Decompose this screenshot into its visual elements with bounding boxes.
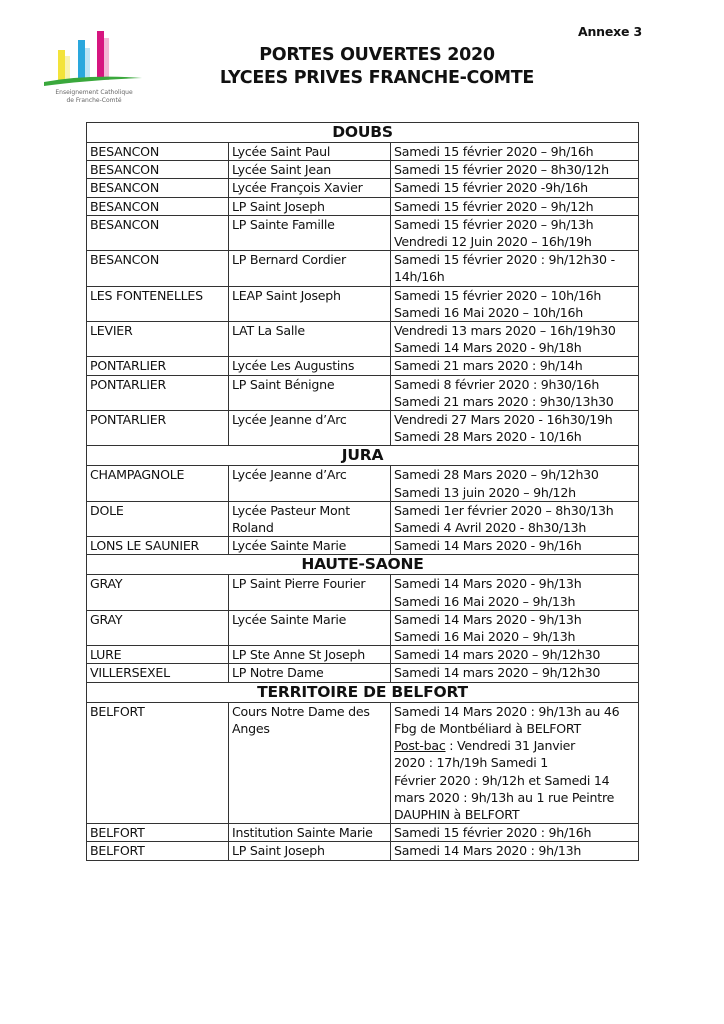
city-cell: BELFORT — [87, 702, 229, 823]
city-cell: PONTARLIER — [87, 357, 229, 375]
school-cell: LEAP Saint Joseph — [229, 286, 391, 321]
school-cell: Lycée Saint Jean — [229, 161, 391, 179]
city-cell: LONS LE SAUNIER — [87, 537, 229, 555]
school-cell: LP Saint Joseph — [229, 842, 391, 860]
open-days-table — [86, 122, 639, 861]
title-line-1: PORTES OUVERTES 2020 — [259, 45, 495, 65]
table-row — [87, 375, 639, 410]
dates-text: Samedi 14 Mars 2020 : 9h/13h au 46 Fbg de Montbéliard à BELFORT — [394, 703, 620, 736]
school-cell: Lycée Saint Paul — [229, 143, 391, 161]
department-name: HAUTE-SAONE — [87, 555, 639, 575]
city-cell: LURE — [87, 646, 229, 664]
table-row — [87, 161, 639, 179]
city-cell: DOLE — [87, 501, 229, 536]
city-cell: BELFORT — [87, 842, 229, 860]
city-cell: VILLERSEXEL — [87, 664, 229, 682]
dates-cell: Samedi 15 février 2020 – 9h/12h — [391, 197, 639, 215]
dates-cell: Samedi 14 Mars 2020 - 9h/13h Samedi 16 Mai 2020 – 9h/13h — [391, 610, 639, 645]
table-row — [87, 842, 639, 860]
school-cell: LP Saint Joseph — [229, 197, 391, 215]
dates-cell: Vendredi 13 mars 2020 – 16h/19h30 Samedi 14 Mars 2020 - 9h/18h — [391, 322, 639, 357]
table-row — [87, 357, 639, 375]
department-header-row — [87, 446, 639, 466]
dates-cell: Samedi 1er février 2020 – 8h30/13h Samedi 4 Avril 2020 - 8h30/13h — [391, 501, 639, 536]
table-row — [87, 610, 639, 645]
dates-cell: Samedi 15 février 2020 – 8h30/12h — [391, 161, 639, 179]
table-row — [87, 411, 639, 446]
school-cell: Lycée Jeanne d’Arc — [229, 466, 391, 501]
school-cell: Lycée Jeanne d’Arc — [229, 411, 391, 446]
school-cell: LP Sainte Famille — [229, 215, 391, 250]
department-header-row — [87, 682, 639, 702]
table-row — [87, 286, 639, 321]
title-line-2: LYCEES PRIVES FRANCHE-COMTE — [219, 68, 535, 88]
school-cell: LP Saint Bénigne — [229, 375, 391, 410]
department-header-row — [87, 123, 639, 143]
table-row — [87, 702, 639, 823]
city-cell: PONTARLIER — [87, 375, 229, 410]
city-cell: BESANCON — [87, 215, 229, 250]
annexe-label: Annexe 3 — [578, 24, 642, 39]
department-name: TERRITOIRE DE BELFORT — [87, 682, 639, 702]
dates-cell: Samedi 8 février 2020 : 9h30/16h Samedi 21 mars 2020 : 9h30/13h30 — [391, 375, 639, 410]
table-row — [87, 466, 639, 501]
city-cell: GRAY — [87, 610, 229, 645]
dates-cell: Samedi 28 Mars 2020 – 9h/12h30 Samedi 13 juin 2020 – 9h/12h — [391, 466, 639, 501]
table-row — [87, 501, 639, 536]
city-cell: PONTARLIER — [87, 411, 229, 446]
table-row — [87, 251, 639, 286]
table-row — [87, 179, 639, 197]
school-cell: LP Saint Pierre Fourier — [229, 575, 391, 610]
table-row — [87, 646, 639, 664]
table-row — [87, 215, 639, 250]
dates-cell — [391, 702, 639, 823]
table-row — [87, 824, 639, 842]
table-row — [87, 537, 639, 555]
dates-cell: Vendredi 27 Mars 2020 - 16h30/19h Samedi 28 Mars 2020 - 10/16h — [391, 411, 639, 446]
city-cell: BESANCON — [87, 179, 229, 197]
dates-cell: Samedi 21 mars 2020 : 9h/14h — [391, 357, 639, 375]
logo-text-1: Enseignement Catholique — [55, 89, 133, 96]
department-name: JURA — [87, 446, 639, 466]
city-cell: LES FONTENELLES — [87, 286, 229, 321]
dates-cell: Samedi 15 février 2020 : 9h/16h — [391, 824, 639, 842]
table-row — [87, 197, 639, 215]
dates-cell: Samedi 14 mars 2020 – 9h/12h30 — [391, 664, 639, 682]
city-cell: BESANCON — [87, 197, 229, 215]
dates-cell: Samedi 15 février 2020 : 9h/12h30 - 14h/16h — [391, 251, 639, 286]
school-cell: Institution Sainte Marie — [229, 824, 391, 842]
department-header-row — [87, 555, 639, 575]
dates-cell: Samedi 14 Mars 2020 - 9h/16h — [391, 537, 639, 555]
dates-cell: Samedi 14 Mars 2020 : 9h/13h — [391, 842, 639, 860]
school-cell: LP Notre Dame — [229, 664, 391, 682]
school-cell: Lycée Les Augustins — [229, 357, 391, 375]
table-row — [87, 322, 639, 357]
city-cell: CHAMPAGNOLE — [87, 466, 229, 501]
city-cell: BESANCON — [87, 161, 229, 179]
city-cell: BESANCON — [87, 143, 229, 161]
dates-cell: Samedi 14 mars 2020 – 9h/12h30 — [391, 646, 639, 664]
table-row — [87, 575, 639, 610]
dates-cell: Samedi 15 février 2020 – 9h/13h Vendredi 12 Juin 2020 – 16h/19h — [391, 215, 639, 250]
page-title — [0, 44, 724, 90]
city-cell: BELFORT — [87, 824, 229, 842]
school-cell: Lycée Sainte Marie — [229, 610, 391, 645]
dates-cell: Samedi 14 Mars 2020 - 9h/13h Samedi 16 Mai 2020 – 9h/13h — [391, 575, 639, 610]
school-cell: LAT La Salle — [229, 322, 391, 357]
city-cell: BESANCON — [87, 251, 229, 286]
postbac-text: : Vendredi 31 Janvier 2020 : 17h/19h Samedi 1 Février 2020 : 9h/12h et Samedi 14 mars 2020 : 9h/13h au 1 rue Peintre DAUPHIN à BELFORT — [394, 738, 615, 822]
school-cell: Lycée Sainte Marie — [229, 537, 391, 555]
school-cell: Lycée François Xavier — [229, 179, 391, 197]
school-cell: LP Bernard Cordier — [229, 251, 391, 286]
city-cell: GRAY — [87, 575, 229, 610]
dates-cell: Samedi 15 février 2020 – 9h/16h — [391, 143, 639, 161]
department-name: DOUBS — [87, 123, 639, 143]
school-cell: Lycée Pasteur Mont Roland — [229, 501, 391, 536]
logo-text-2: de Franche-Comté — [66, 97, 122, 104]
dates-cell: Samedi 15 février 2020 -9h/16h — [391, 179, 639, 197]
table-row — [87, 143, 639, 161]
dates-cell: Samedi 15 février 2020 – 10h/16h Samedi 16 Mai 2020 – 10h/16h — [391, 286, 639, 321]
school-cell: LP Ste Anne St Joseph — [229, 646, 391, 664]
school-cell: Cours Notre Dame des Anges — [229, 702, 391, 823]
table-row — [87, 664, 639, 682]
postbac-label: Post-bac — [394, 738, 446, 754]
city-cell: LEVIER — [87, 322, 229, 357]
